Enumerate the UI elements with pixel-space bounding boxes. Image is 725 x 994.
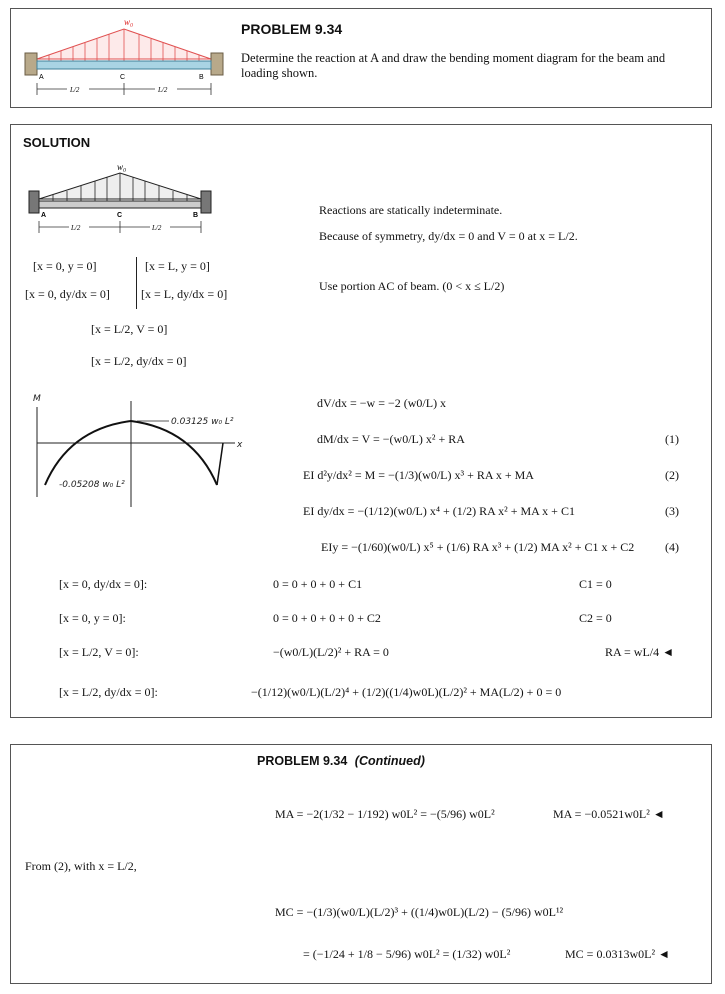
- equation-3-num: (3): [665, 504, 679, 518]
- bc-xl-y0: [x = L, y = 0]: [145, 259, 210, 273]
- apply-2-result: C2 = 0: [579, 611, 612, 625]
- equation-4: EIy = −(1/60)(w0/L) x⁵ + (1/6) RA x³ + (1/2) MA x² + C1 x + C2: [321, 540, 635, 554]
- moment-min-label: -0.05208 w₀ L²: [59, 480, 125, 490]
- answer-marker: ◄: [662, 645, 674, 659]
- ma-equation: MA = −2(1/32 − 1/192) w0L² = −(5/96) w0L²: [275, 807, 495, 821]
- mc-equation-2: = (−1/24 + 1/8 − 5/96) w0L² = (1/32) w0L²: [303, 947, 511, 961]
- header-point-b: B: [199, 74, 204, 81]
- apply-2-work: 0 = 0 + 0 + 0 + 0 + C2: [273, 611, 381, 625]
- apply-4-work: −(1/12)(w0/L)(L/2)⁴ + (1/2)((1/4)w0L)(L/2)² + MA(L/2) + 0 = 0: [251, 685, 562, 699]
- text-symmetry: Because of symmetry, dy/dx = 0 and V = 0 at x = L/2.: [319, 229, 578, 243]
- continued-title: PROBLEM 9.34 (Continued): [257, 754, 425, 768]
- solution-half-span-2: L/2: [152, 224, 162, 232]
- apply-1-cond: [x = 0, dy/dx = 0]:: [59, 577, 148, 591]
- header-load-label: w₀: [124, 17, 134, 27]
- bc-xl-slope: [x = L, dy/dx = 0]: [141, 287, 228, 301]
- apply-3-result: RA = wL/4 ◄: [605, 645, 674, 659]
- solution-load-label: w₀: [117, 162, 127, 172]
- moment-axis-label: M: [33, 394, 41, 404]
- problem-title: PROBLEM 9.34: [241, 21, 343, 37]
- solution-box: [10, 124, 712, 718]
- problem-statement: Determine the reaction at A and draw the bending moment diagram for the beam and loading shown.: [241, 51, 666, 80]
- apply-2-cond: [x = 0, y = 0]:: [59, 611, 126, 625]
- from-eq2-text: From (2), with x = L/2,: [25, 859, 137, 873]
- solution-heading: SOLUTION: [23, 135, 91, 150]
- moment-x-label: x: [237, 440, 243, 450]
- continued-box: [10, 744, 712, 984]
- solution-point-a: A: [41, 212, 47, 219]
- header-beam-figure: [19, 15, 225, 105]
- moment-diagram: [29, 389, 279, 514]
- apply-4-cond: [x = L/2, dy/dx = 0]:: [59, 685, 158, 699]
- apply-3-cond: [x = L/2, V = 0]:: [59, 645, 139, 659]
- equation-1-num: (1): [665, 432, 679, 446]
- header-half-span-1: L/2: [70, 86, 80, 94]
- answer-marker: ◄: [658, 947, 670, 961]
- answer-marker: ◄: [652, 807, 665, 821]
- bc-x0-y0: [x = 0, y = 0]: [33, 259, 97, 273]
- header-point-a: A: [39, 74, 44, 81]
- solution-point-b: B: [193, 212, 199, 219]
- bc-x0-slope: [x = 0, dy/dx = 0]: [25, 287, 110, 301]
- equation-1: dM/dx = V = −(w0/L) x² + RA: [317, 432, 465, 446]
- ma-result: MA = −0.0521w0L² ◄: [553, 807, 665, 821]
- equation-3: EI dy/dx = −(1/12)(w0/L) x⁴ + (1/2) RA x² + MA x + C1: [303, 504, 575, 518]
- text-indeterminate: Reactions are statically indeterminate.: [319, 203, 503, 217]
- moment-max-label: 0.03125 w₀ L²: [171, 417, 234, 427]
- header-point-c: C: [120, 74, 126, 81]
- apply-1-result: C1 = 0: [579, 577, 612, 591]
- apply-1-work: 0 = 0 + 0 + 0 + C1: [273, 577, 363, 591]
- equation-4-num: (4): [665, 540, 679, 554]
- bc-xmid-shear: [x = L/2, V = 0]: [91, 322, 168, 336]
- equation-2: EI d²y/dx² = M = −(1/3)(w0/L) x³ + RA x + MA: [303, 468, 534, 482]
- solution-beam-figure: [25, 161, 215, 237]
- apply-3-work: −(w0/L)(L/2)² + RA = 0: [273, 645, 389, 659]
- bc-divider: [136, 257, 137, 309]
- equation-dv: dV/dx = −w = −2 (w0/L) x: [317, 396, 447, 410]
- mc-result: MC = 0.0313w0L² ◄: [565, 947, 670, 961]
- solution-half-span-1: L/2: [71, 224, 81, 232]
- header-half-span-2: L/2: [158, 86, 168, 94]
- bc-xmid-slope: [x = L/2, dy/dx = 0]: [91, 354, 187, 368]
- text-portion: Use portion AC of beam. (0 < x ≤ L/2): [319, 279, 505, 293]
- solution-point-c: C: [117, 212, 123, 219]
- equation-2-num: (2): [665, 468, 679, 482]
- problem-header-box: [10, 8, 712, 108]
- mc-equation-1: MC = −(1/3)(w0/L)(L/2)³ + ((1/4)w0L)(L/2) − (5/96) w0L¹²: [275, 905, 564, 919]
